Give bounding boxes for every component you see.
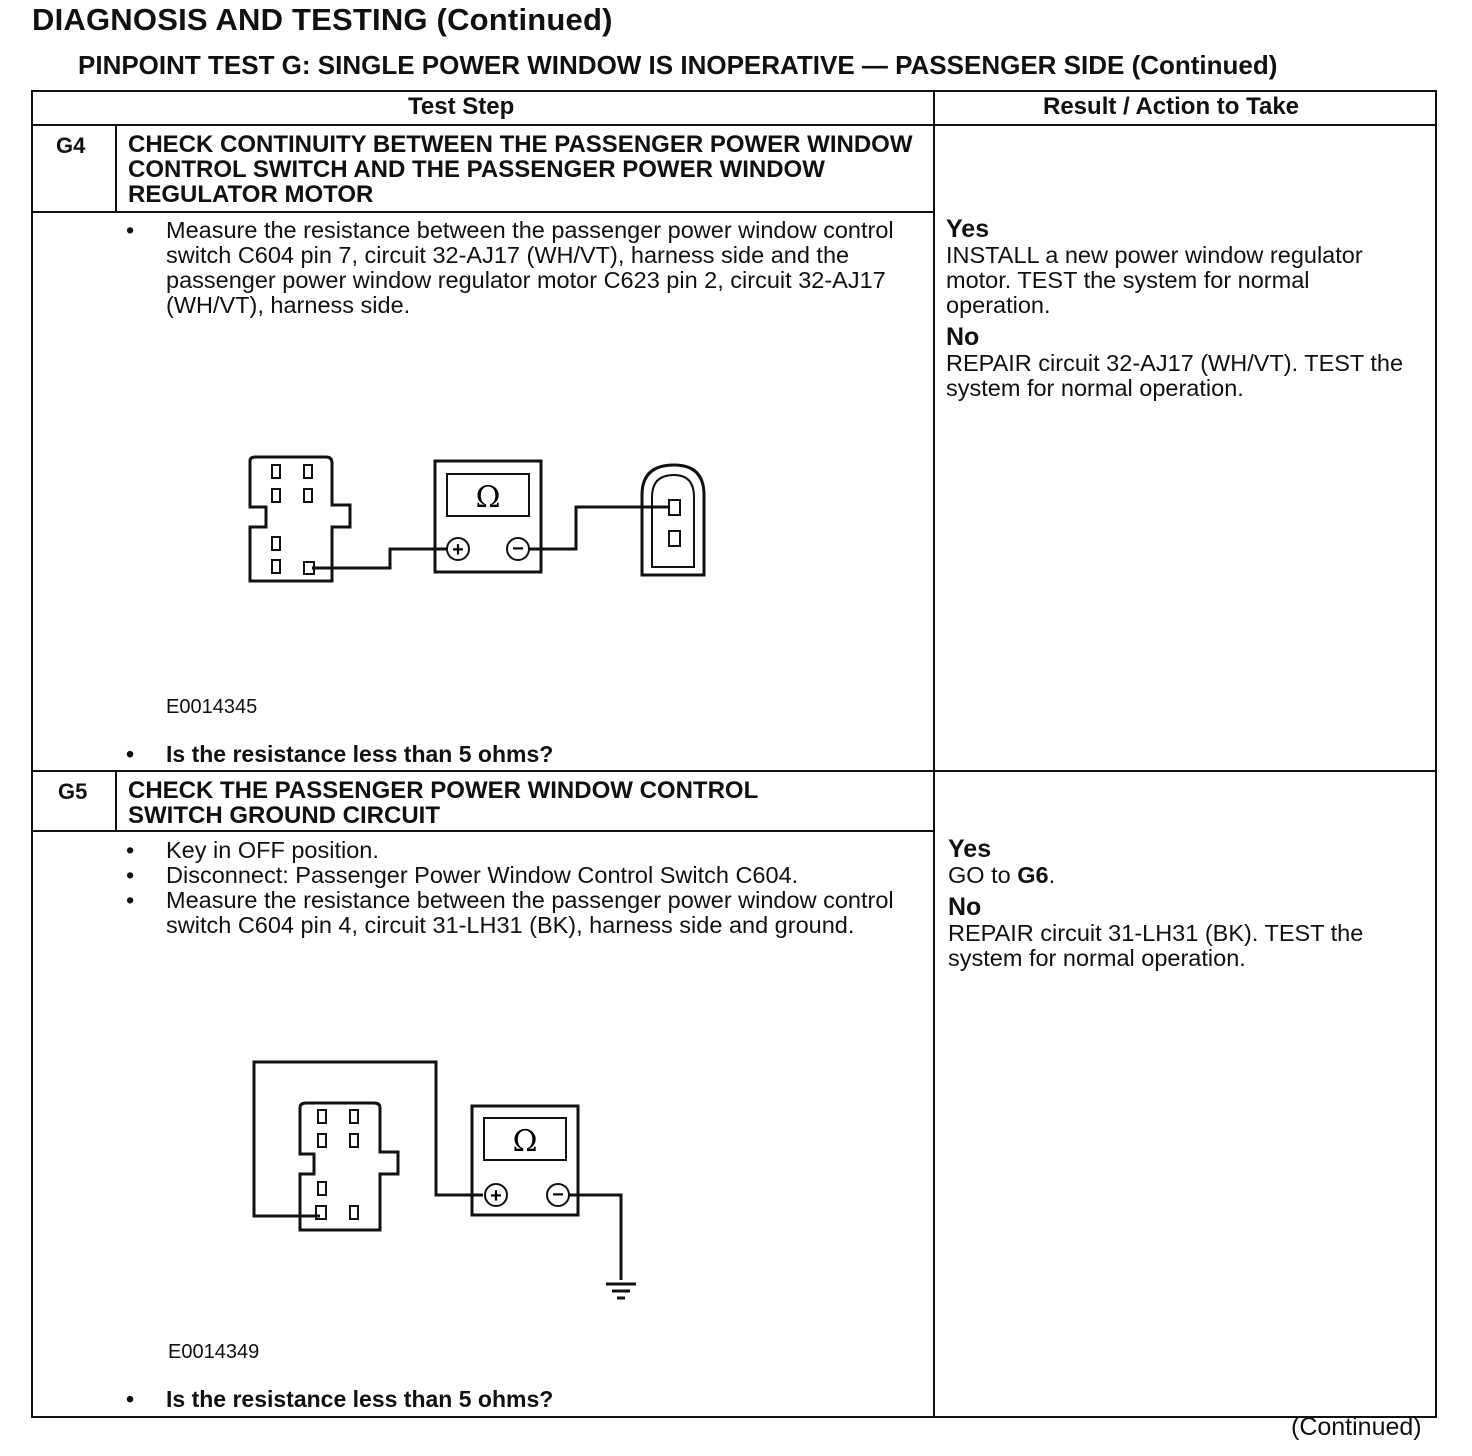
instruction-item: • Disconnect: Passenger Power Window Control Switch C604.: [126, 863, 906, 888]
g5-title-rule: [31, 830, 934, 832]
ground-symbol: [606, 1284, 636, 1298]
plus-sign: +: [452, 539, 464, 561]
page-subtitle: PINPOINT TEST G: SINGLE POWER WINDOW IS INOPERATIVE — PASSENGER SIDE (Continued): [78, 50, 1278, 80]
pin-2-cavity: [669, 500, 680, 515]
pin-cavity: [304, 465, 312, 478]
no-action: REPAIR circuit 31-LH31 (BK). TEST the system for normal operation.: [948, 920, 1364, 971]
instruction-item: • Measure the resistance between the passenger power window control switch C604 pin 7, circuit 32-AJ17 (WH/VT), harness side and the passenger power window regulator motor C623 pin 2, circuit 32-AJ17 (WH/VT), harness side.: [126, 218, 906, 318]
yes-action: INSTALL a new power window regulator motor. TEST the system for normal operation.: [946, 242, 1363, 318]
pin-cavity: [272, 465, 280, 478]
pin-cavity: [272, 489, 280, 502]
pin-cavity: [272, 537, 280, 550]
g4-result: [946, 212, 1416, 407]
step-instructions: [126, 218, 906, 318]
yes-action-suffix: .: [1048, 862, 1056, 888]
g4-id-divider: [115, 125, 117, 212]
g4-title-rule: [31, 211, 934, 213]
pin-cavity: [350, 1206, 358, 1219]
ohm-symbol: Ω: [512, 1124, 538, 1159]
ohm-symbol: Ω: [475, 480, 501, 515]
continued-note: (Continued): [1291, 1413, 1422, 1441]
header-result: Result / Action to Take: [1043, 93, 1300, 120]
instruction-item: • Key in OFF position.: [126, 838, 906, 863]
pin-cavity: [272, 560, 280, 573]
pin-cavity: [318, 1134, 326, 1147]
figure-id: E0014345: [166, 696, 258, 718]
pin-cavity: [350, 1134, 358, 1147]
yes-label: Yes: [946, 215, 990, 243]
yes-label: Yes: [948, 835, 992, 863]
no-label: No: [948, 893, 982, 921]
instruction-item: • Measure the resistance between the passenger power window control switch C604 pin 4, circuit 31-LH31 (BK), harness side and ground.: [126, 888, 906, 938]
continuity-diagram: [240, 455, 720, 585]
step-instructions: [126, 838, 906, 938]
page-title: DIAGNOSIS AND TESTING (Continued): [32, 2, 613, 37]
yes-action: [948, 863, 1418, 888]
yes-action-prefix: GO to: [948, 862, 1018, 888]
no-label: No: [946, 323, 980, 351]
step-id: G4: [56, 133, 86, 158]
g5-result: [948, 832, 1418, 977]
header-rule: [31, 124, 1437, 126]
negative-test-lead: [529, 507, 670, 549]
column-divider: [933, 90, 935, 1418]
pin-cavity: [318, 1182, 326, 1195]
step-question: • Is the resistance less than 5 ohms?: [126, 741, 553, 768]
step-divider: [31, 770, 1437, 772]
header-test-step: Test Step: [408, 93, 515, 120]
pin-cavity: [669, 531, 680, 546]
step-title: CHECK CONTINUITY BETWEEN THE PASSENGER POWER WINDOW CONTROL SWITCH AND THE PASSENGER POWER WINDOW REGULATOR MOTOR: [128, 131, 913, 208]
no-action: REPAIR circuit 32-AJ17 (WH/VT). TEST the system for normal operation.: [946, 350, 1404, 401]
step-id: G5: [58, 779, 88, 804]
plus-sign: +: [490, 1185, 502, 1207]
pin-cavity: [304, 489, 312, 502]
g5-id-divider: [115, 771, 117, 831]
step-title: CHECK THE PASSENGER POWER WINDOW CONTROL SWITCH GROUND CIRCUIT: [128, 777, 758, 829]
pin-cavity: [318, 1110, 326, 1123]
step-question: • Is the resistance less than 5 ohms?: [126, 1386, 553, 1413]
positive-test-lead: [254, 1062, 483, 1216]
ground-circuit-diagram: [250, 1060, 650, 1320]
minus-sign: −: [512, 538, 524, 560]
figure-id: E0014349: [168, 1341, 260, 1363]
minus-sign: −: [552, 1184, 564, 1206]
goto-step-link: G6: [1017, 862, 1049, 888]
switch-connector: [250, 457, 350, 581]
pin-cavity: [350, 1110, 358, 1123]
